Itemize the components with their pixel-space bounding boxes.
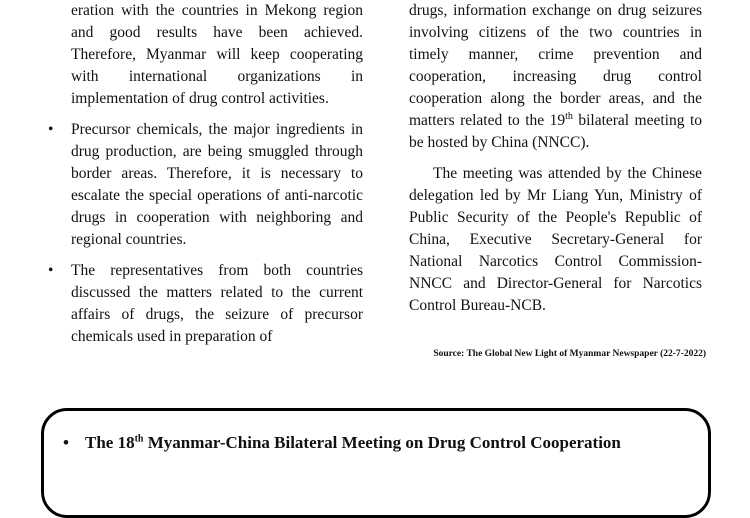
section-box [41,408,711,518]
list-item [48,119,363,251]
ordinal-suffix: th [565,110,573,122]
left-continued-paragraph: eration with the countries in Mekong region and good results have been achieved. Therefore, Myanmar will keep cooperating with international organizations in implementation of drug control activities. [71,2,363,107]
left-column [48,0,363,357]
right-continued-part1: drugs, information exchange on drug seizures involving citizens of the two countries in timely manner, crime prevention and cooperation, increasing drug control cooperation along the border areas, and the matters related to the 19 [409,2,702,129]
bullet-text: The representatives from both countries discussed the matters related to the current affairs of drugs, the seizure of precursor chemicals used in preparation of [71,262,363,345]
bullet-icon: • [63,433,69,452]
bullet-text: Precursor chemicals, the major ingredients in drug production, are being smuggled through border areas. Therefore, it is necessary to escalate the special operations of anti-narcotic drugs in cooperation with neighboring and regional countries. [71,121,363,248]
bullet-icon: • [48,121,54,138]
title-ordinal-suffix: th [134,433,144,445]
source-citation: Source: The Global New Light of Myanmar Newspaper (22-7-2022) [433,349,706,359]
title-rest: Myanmar-China Bilateral Meeting on Drug Control Cooperation [143,433,621,452]
title-prefix: The 18 [85,433,135,452]
right-continued-paragraph [386,0,702,154]
bullet-icon: • [48,262,54,279]
right-column [386,0,702,317]
list-item [48,260,363,348]
right-continued-part2: bilateral meeting to be hosted by China (NNCC). [409,112,702,151]
attendance-paragraph: The meeting was attended by the Chinese delegation led by Mr Liang Yun, Ministry of Public Security of the People's Republic of China, Executive Secretary-General for National Narcotics Control Commission-NNCC and Director-General for Narcotics Control Bureau-NCB. [409,165,702,314]
section-title [63,432,703,454]
